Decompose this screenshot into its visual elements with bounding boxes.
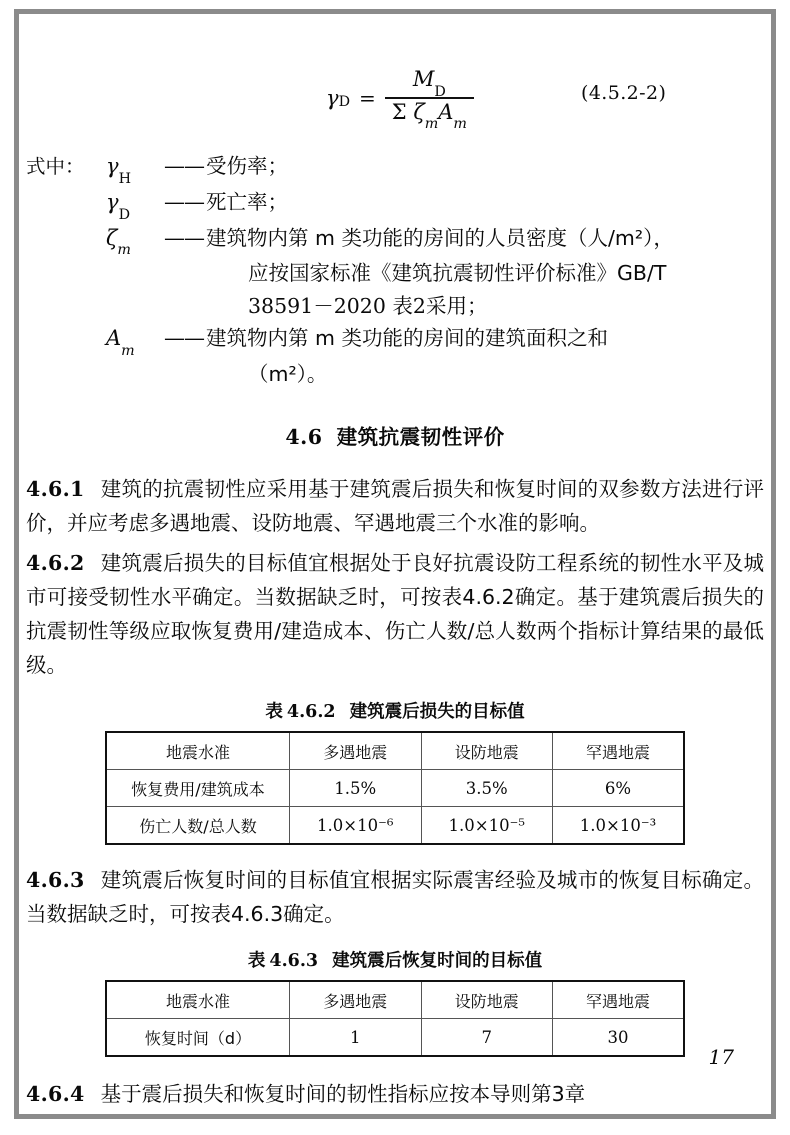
table-header-cell: 地震水准 (106, 732, 290, 770)
caption-number: 4.6.3 (269, 951, 319, 972)
clause-number: 4.6.1 (26, 477, 85, 502)
clause-4-6-3 (26, 863, 764, 931)
caption-title: 建筑震后损失的目标值 (349, 702, 525, 723)
table-cell: 1.0×10⁻³ (553, 807, 685, 845)
definition-symbol (106, 222, 164, 258)
formula-numerator (406, 67, 453, 100)
definition-line (106, 322, 764, 358)
table-cell: 7 (421, 1019, 553, 1057)
table-row (106, 981, 684, 1019)
table-cell: 1.0×10⁻⁶ (290, 807, 422, 845)
symbol-subscript: D (118, 206, 131, 223)
section-title: 建筑抗震韧性评价 (336, 425, 505, 450)
table-4-6-2 (105, 731, 685, 845)
where-label: 式中： (26, 155, 85, 178)
page-number: 17 (708, 1045, 734, 1069)
table-header-cell: 设防地震 (421, 981, 553, 1019)
table-row (106, 770, 684, 807)
table-row (106, 807, 684, 845)
definition-text: 建筑物内第 m 类功能的房间的人员密度（人/m²）， (206, 225, 674, 250)
clause-4-6-4 (26, 1077, 764, 1111)
denominator-subscript-1: m (424, 116, 439, 133)
formula-4-5-2-2 (326, 67, 474, 133)
table-row (106, 1019, 684, 1057)
sigma-symbol: Σ (391, 99, 407, 124)
where-definitions-block (26, 150, 764, 390)
clause-text: 建筑震后恢复时间的目标值宜根据实际震害经验及城市的恢复目标确定。当数据缺乏时，可按表4.6.3确定。 (26, 868, 764, 927)
table-row (106, 732, 684, 770)
definition-symbol (106, 186, 164, 222)
clause-number: 4.6.3 (26, 868, 85, 893)
definition-line (106, 186, 764, 222)
definition-text: 建筑物内第 m 类功能的房间的建筑面积之和 (206, 326, 609, 350)
caption-prefix: 表 (265, 702, 283, 723)
clause-4-6-2 (26, 546, 764, 682)
section-heading (26, 420, 764, 450)
table-4-6-3 (105, 980, 685, 1057)
table-cell: 1 (290, 1019, 422, 1057)
table-row-header: 伤亡人数/总人数 (106, 807, 290, 845)
clause-number: 4.6.2 (26, 551, 85, 576)
symbol-subscript: H (118, 170, 132, 187)
table-cell: 1.0×10⁻⁵ (421, 807, 553, 845)
definition-dash: —— (164, 225, 204, 250)
formula-fraction (385, 67, 474, 133)
table-header-cell: 多遇地震 (290, 981, 422, 1019)
definition-dash: —— (164, 189, 204, 214)
section-number: 4.6 (285, 425, 323, 450)
caption-title: 建筑震后恢复时间的目标值 (332, 951, 543, 972)
table-header-cell: 地震水准 (106, 981, 290, 1019)
table-caption-4-6-3 (26, 947, 764, 972)
symbol-glyph: γ (106, 189, 119, 214)
numerator-subscript: D (434, 83, 446, 100)
clause-4-6-1 (26, 472, 764, 540)
definition-line (26, 150, 764, 186)
definition-symbol (106, 150, 164, 186)
table-row-header: 恢复费用/建筑成本 (106, 770, 290, 807)
clause-text: 基于震后损失和恢复时间的韧性指标应按本导则第3章 (100, 1082, 586, 1107)
symbol-subscript: m (121, 342, 135, 359)
formula-lhs-subscript: D (338, 94, 351, 111)
formula-equals-sign: = (359, 85, 376, 110)
denominator-variable-2: A (438, 99, 454, 124)
definition-continuation: 应按国家标准《建筑抗震韧性评价标准》GB/T (248, 261, 667, 286)
table-cell: 30 (553, 1019, 685, 1057)
definition-dash: —— (164, 154, 204, 178)
symbol-glyph: ζ (106, 225, 118, 250)
clause-number: 4.6.4 (26, 1082, 85, 1107)
table-header-cell: 多遇地震 (290, 732, 422, 770)
definition-dash: —— (164, 326, 204, 350)
definition-continuation: （m²）。 (248, 361, 328, 386)
definition-line (106, 222, 764, 258)
definition-text: 受伤率； (206, 154, 288, 178)
table-header-cell: 罕遇地震 (553, 732, 685, 770)
caption-prefix: 表 (247, 951, 266, 972)
page-content (26, 20, 764, 1108)
table-row-header: 恢复时间（d） (106, 1019, 290, 1057)
formula-block (26, 68, 764, 146)
table-header-cell: 设防地震 (421, 732, 553, 770)
numerator-variable: M (412, 67, 435, 91)
table-cell: 6% (553, 770, 685, 807)
table-cell: 1.5% (290, 770, 422, 807)
definition-symbol (106, 322, 164, 358)
denominator-variable-1: ζ (413, 99, 425, 124)
symbol-glyph: A (106, 326, 122, 350)
formula-lhs-variable: γ (326, 85, 339, 110)
definition-text: 死亡率； (206, 189, 288, 214)
clause-text: 建筑震后损失的目标值宜根据处于良好抗震设防工程系统的韧性水平及城市可接受韧性水平确定。当数据缺乏时，可按表4.6.2确定。基于建筑震后损失的抗震韧性等级应取恢复费用/建造成本、伤亡人数/总人数两个指标计算结果的最低级。 (26, 551, 764, 678)
clause-text: 建筑的抗震韧性应采用基于建筑震后损失和恢复时间的双参数方法进行评价，并应考虑多遇地震、设防地震、罕遇地震三个水准的影响。 (26, 477, 764, 536)
symbol-subscript: m (117, 242, 131, 259)
table-header-cell: 罕遇地震 (553, 981, 685, 1019)
table-caption-4-6-2 (26, 698, 764, 723)
symbol-glyph: γ (106, 154, 119, 178)
table-cell: 3.5% (421, 770, 553, 807)
caption-number: 4.6.2 (286, 702, 336, 723)
definition-continuation: 38591－2020 表2采用； (248, 293, 488, 318)
denominator-subscript-2: m (453, 116, 467, 133)
formula-number: (4.5.2-2) (581, 82, 667, 104)
formula-denominator (385, 99, 474, 133)
